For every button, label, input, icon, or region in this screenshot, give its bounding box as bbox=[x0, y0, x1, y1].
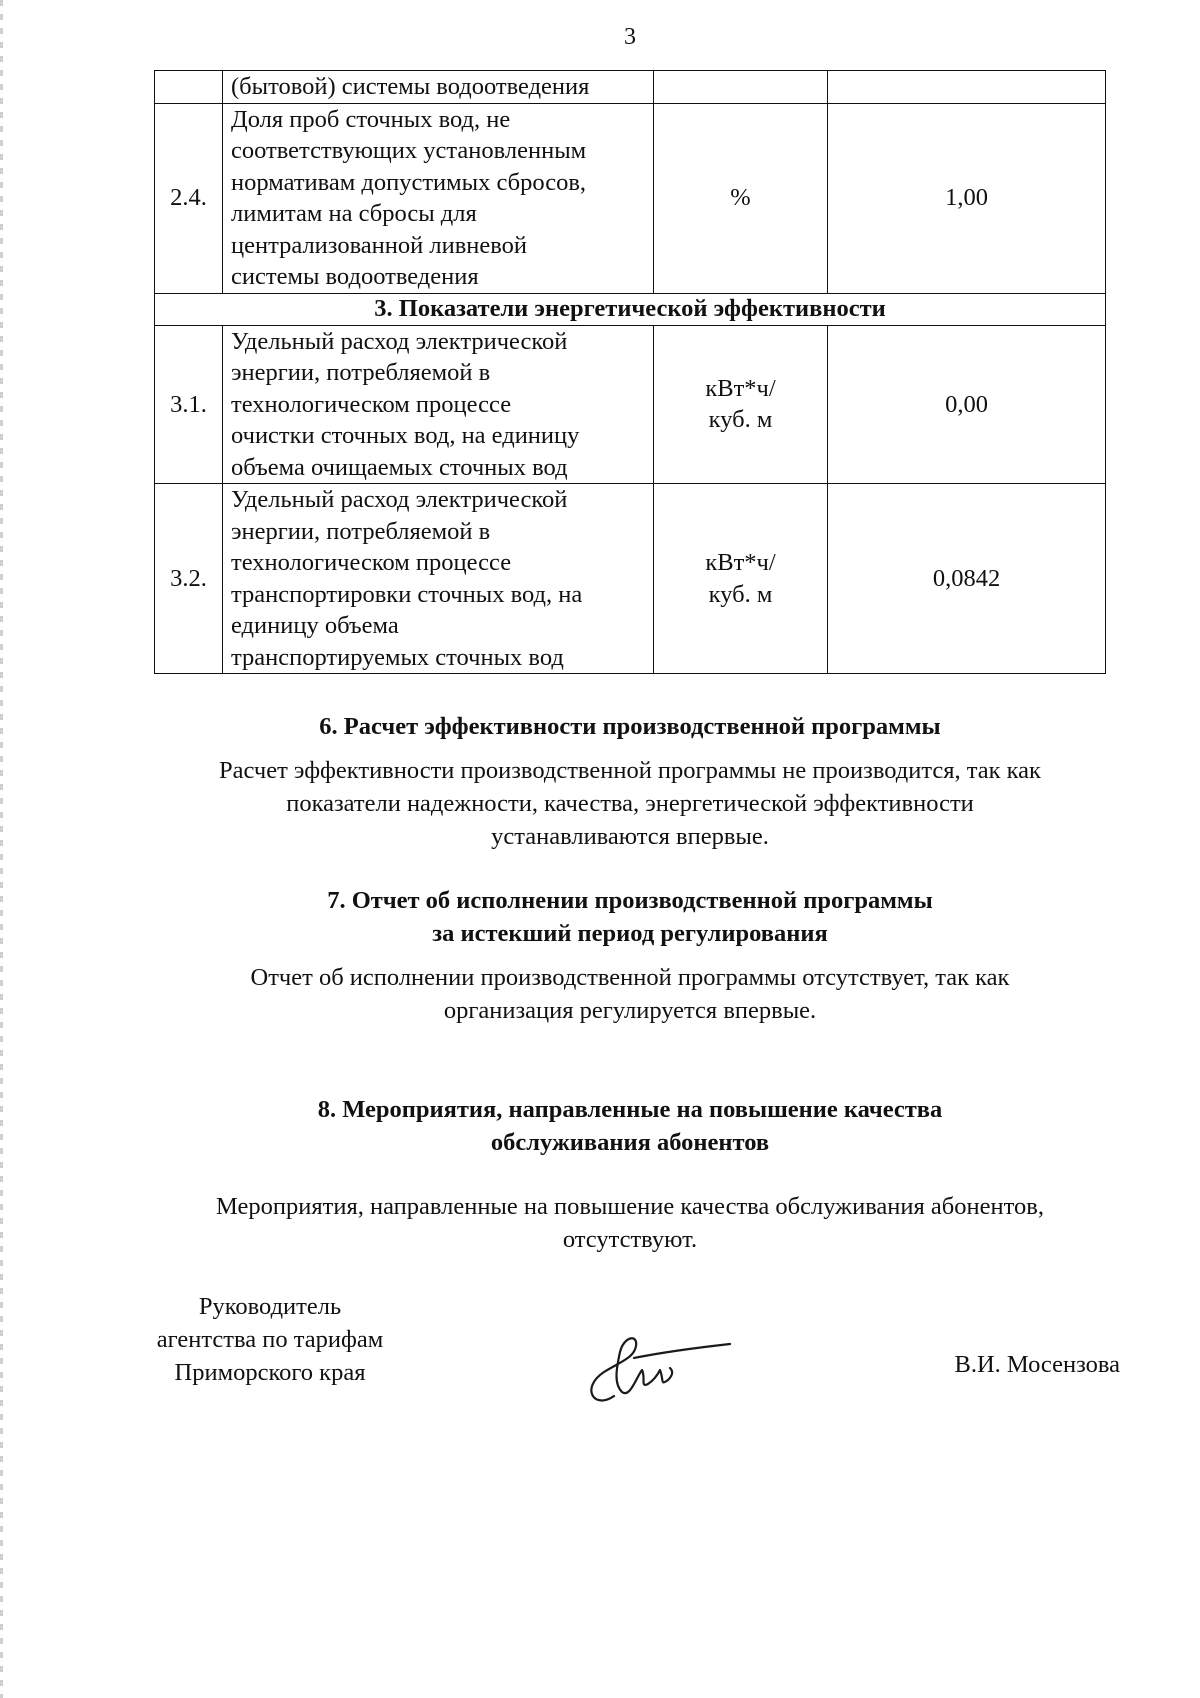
text-line: организация регулируется впервые. bbox=[443, 997, 817, 1024]
name-line: Доля проб сточных вод, не bbox=[231, 105, 511, 133]
section-8-heading bbox=[130, 1093, 1130, 1159]
heading-line: 8. Мероприятия, направленные на повышение качества bbox=[317, 1096, 943, 1123]
name-line: очистки сточных вод, на единицу bbox=[231, 422, 580, 449]
signatory-name: В.И. Мосензова bbox=[954, 1351, 1120, 1378]
table-section-row bbox=[155, 293, 1106, 325]
name-line: нормативам допустимых сбросов, bbox=[231, 168, 587, 196]
name-line: централизованной ливневой bbox=[231, 231, 528, 259]
value-cell bbox=[828, 71, 1106, 104]
name-line: транспортируемых сточных вод bbox=[231, 643, 564, 671]
text-line: Расчет эффективности производственной программы не производится, так как bbox=[219, 757, 1041, 784]
table-row bbox=[155, 325, 1106, 484]
indicator-name bbox=[223, 325, 654, 484]
name-line: объема очищаемых сточных вод bbox=[231, 453, 568, 481]
section-6-heading: 6. Расчет эффективности производственной программы bbox=[319, 713, 941, 740]
text-line: Отчет об исполнении производственной программы отсутствует, так как bbox=[250, 964, 1010, 991]
name-line: транспортировки сточных вод, на bbox=[231, 580, 583, 608]
name-line: технологическом процессе bbox=[231, 390, 512, 418]
unit-cell: % bbox=[654, 103, 828, 293]
name-line: лимитам на сбросы для bbox=[231, 200, 477, 227]
indicator-name: (бытовой) системы водоотведения bbox=[223, 71, 654, 104]
text-line: Мероприятия, направленные на повышение качества обслуживания абонентов, bbox=[216, 1193, 1044, 1220]
heading-line: обслуживания абонентов bbox=[490, 1129, 770, 1156]
section-8-text bbox=[130, 1190, 1130, 1256]
heading-line: за истекший период регулирования bbox=[432, 920, 828, 947]
value-cell: 0,0842 bbox=[828, 484, 1106, 674]
value-cell: 1,00 bbox=[828, 103, 1106, 293]
name-line: Удельный расход электрической bbox=[231, 327, 568, 355]
title-line: агентства по тарифам bbox=[156, 1326, 384, 1353]
unit-line: кВт*ч/ bbox=[705, 549, 776, 576]
handwritten-signature bbox=[574, 1318, 734, 1418]
name-line: соответствующих установленным bbox=[231, 137, 587, 164]
value-cell: 0,00 bbox=[828, 325, 1106, 484]
name-line: системы водоотведения bbox=[231, 263, 479, 290]
row-number bbox=[155, 71, 223, 104]
indicators-table bbox=[154, 70, 1106, 674]
section-6-text bbox=[130, 754, 1130, 853]
unit-cell bbox=[654, 484, 828, 674]
table-row bbox=[155, 103, 1106, 293]
row-number: 3.2. bbox=[155, 484, 223, 674]
unit-line: куб. м bbox=[708, 580, 773, 608]
section-title: 3. Показатели энергетической эффективности bbox=[155, 293, 1106, 325]
section-7-heading bbox=[130, 884, 1130, 950]
text-line: показатели надежности, качества, энергетической эффективности bbox=[286, 790, 974, 817]
page-number: 3 bbox=[624, 24, 636, 50]
title-line: Приморского края bbox=[174, 1359, 366, 1386]
text-line: устанавливаются впервые. bbox=[491, 823, 769, 850]
row-number: 2.4. bbox=[155, 103, 223, 293]
unit-line: куб. м bbox=[708, 406, 773, 434]
indicator-name bbox=[223, 103, 654, 293]
text-line: отсутствуют. bbox=[562, 1226, 698, 1253]
unit-cell bbox=[654, 325, 828, 484]
table-row bbox=[155, 71, 1106, 104]
unit-cell bbox=[654, 71, 828, 104]
scan-edge-artifact bbox=[0, 0, 3, 1698]
row-number: 3.1. bbox=[155, 325, 223, 484]
section-7-text bbox=[130, 961, 1130, 1027]
unit-line: кВт*ч/ bbox=[705, 374, 776, 402]
name-line: технологическом процессе bbox=[231, 549, 512, 576]
indicator-name bbox=[223, 484, 654, 674]
signatory-title bbox=[130, 1290, 410, 1389]
title-line: Руководитель bbox=[198, 1293, 342, 1320]
name-line: Удельный расход электрической bbox=[231, 486, 568, 513]
name-line: энергии, потребляемой в bbox=[231, 517, 491, 545]
name-line: единицу объема bbox=[231, 612, 399, 639]
name-line: энергии, потребляемой в bbox=[231, 359, 491, 386]
heading-line: 7. Отчет об исполнении производственной программы bbox=[327, 887, 933, 914]
table-row bbox=[155, 484, 1106, 674]
